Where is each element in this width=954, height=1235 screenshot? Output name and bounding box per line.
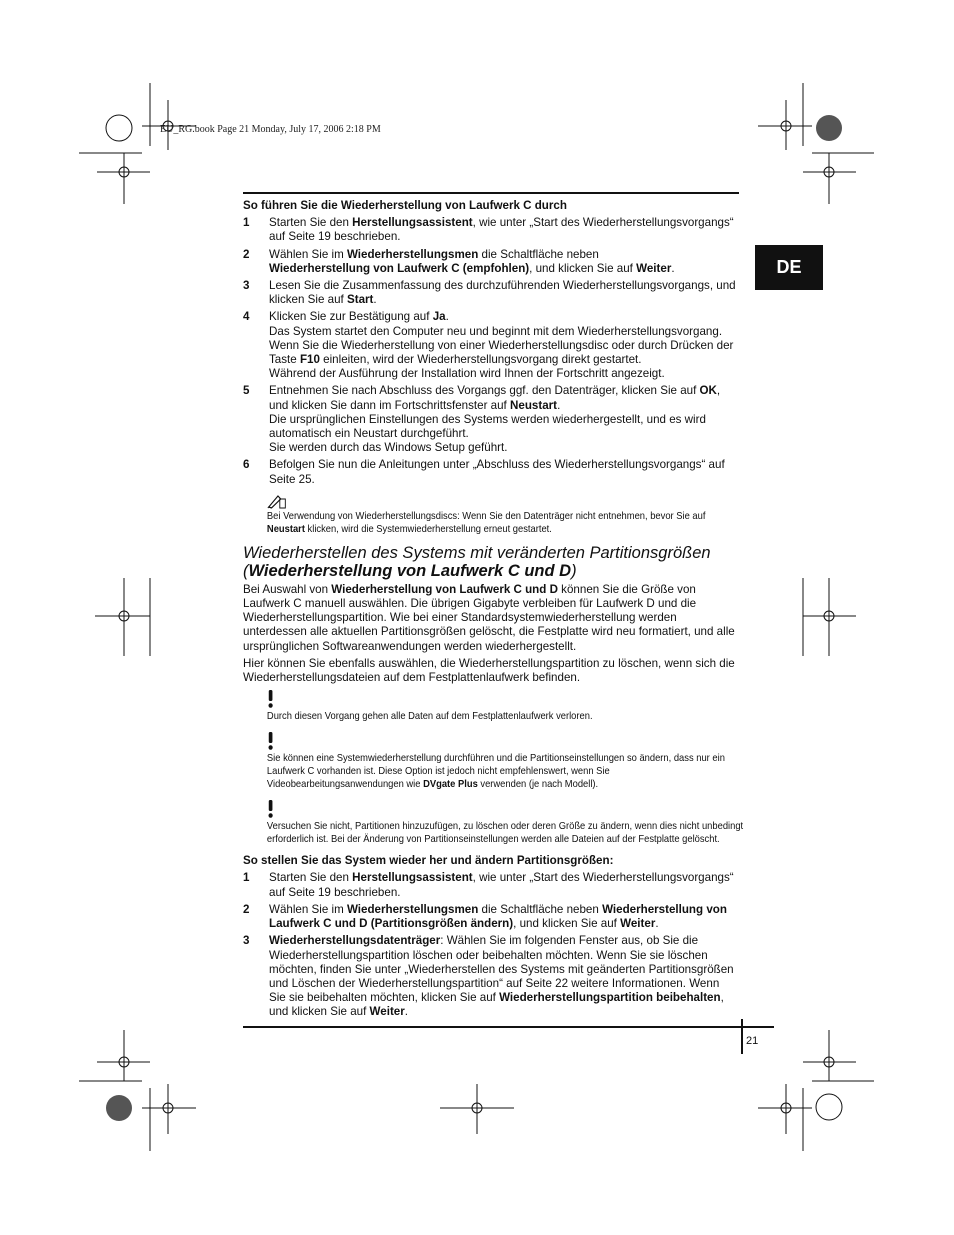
step-number: 5 <box>243 384 250 398</box>
bottom-rule <box>243 1026 774 1028</box>
section-title <box>243 544 739 581</box>
step-text: , und klicken Sie auf <box>269 991 724 1019</box>
step-text: einleiten, wird der Wiederherstellungsvorgang direkt gestartet. <box>319 353 642 367</box>
list-item <box>243 458 739 486</box>
paragraph-text: Bei Auswahl von <box>243 582 332 596</box>
step-text: Klicken Sie zur Bestätigung auf <box>269 310 433 324</box>
section-title-line: Wiederherstellen des Systems mit veränderten Partitionsgrößen <box>243 543 711 562</box>
warning-text: Sie können eine Systemwiederherstellung durchführen und die Partitionseinstellungen so ändern, dass nur ein Laufwerk C vorhanden ist. Diese Option ist jedoch nicht empfehlenswert, wenn Sie Videobearbeitungsanwendungen wie <box>266 753 725 791</box>
step-bold: Wiederherstellungsmen <box>346 902 479 916</box>
step-number: 2 <box>243 247 250 261</box>
print-header: EU_RG.book Page 21 Monday, July 17, 2006 2:18 PM <box>160 124 381 135</box>
paragraph <box>243 583 739 654</box>
step-text: Befolgen Sie nun die Anleitungen unter „Abschluss des Wiederherstellungsvorgangs“ auf Seite 25. <box>269 458 725 486</box>
step-text: , und klicken Sie auf <box>513 917 621 931</box>
list-item <box>243 248 739 276</box>
note-text: Bei Verwendung von Wiederherstellungsdiscs: Wenn Sie den Datenträger nicht entnehmen, bevor Sie auf <box>266 510 706 522</box>
section-title-bold: Wiederherstellung von Laufwerk C und D <box>248 562 572 581</box>
step-text: , wie unter „Start des Wiederherstellungsvorgangs“ auf Seite 19 beschrieben. <box>269 216 734 244</box>
list-item <box>243 934 739 1019</box>
note-text: klicken, wird die Systemwiederherstellung erneut gestartet. <box>304 523 552 535</box>
step-number: 1 <box>243 216 250 230</box>
warning-text: Versuchen Sie nicht, Partitionen hinzuzufügen, zu löschen oder deren Größe zu ändern, wenn dies nicht unbedingt erforderlich ist. Bei der Änderung von Partitionseinstellungen werden alle Dateien auf der Festplatte gelöscht. <box>266 821 744 846</box>
step-bold: Neustart <box>510 398 558 412</box>
exclamation-icon <box>267 731 274 751</box>
section-heading: So führen Sie die Wiederherstellung von Laufwerk C durch <box>243 199 567 212</box>
color-patch <box>106 1095 132 1121</box>
step-bold: Wiederherstellungsmen <box>346 247 479 261</box>
step-text: die Schaltfläche neben <box>478 247 599 261</box>
page-number: 21 <box>746 1035 759 1047</box>
step-bold: Start <box>346 293 374 307</box>
step-number: 3 <box>243 279 250 293</box>
section-heading: So stellen Sie das System wieder her und ändern Partitionsgrößen: <box>243 854 614 868</box>
steps-list <box>243 216 739 487</box>
step-text: Starten Sie den <box>269 216 353 230</box>
step-number: 6 <box>243 458 250 472</box>
step-bold: Wiederherstellungsdatenträger <box>269 934 441 948</box>
warning-text: Durch diesen Vorgang gehen alle Daten auf dem Festplattenlaufwerk verloren. <box>266 711 593 723</box>
warning-text: verwenden (je nach Modell). <box>477 779 599 791</box>
list-item <box>243 279 739 307</box>
step-text: Während der Ausführung der Installation wird Ihnen der Fortschritt angezeigt. <box>269 367 665 381</box>
step-bold: Wiederherstellung von Laufwerk C und D (Partitionsgrößen ändern) <box>269 902 727 931</box>
step-text: . <box>655 917 659 931</box>
step-text: . <box>557 398 561 412</box>
step-text: Wählen Sie im <box>269 247 347 261</box>
step-text: Das System startet den Computer neu und beginnt mit dem Wiederherstellungsvorgang. <box>269 324 723 338</box>
language-tab-label: DE <box>776 257 802 277</box>
step-text: Sie werden durch das Windows Setup geführt. <box>269 441 508 455</box>
color-patch <box>816 115 842 141</box>
step-text: , und klicken Sie auf <box>529 261 637 275</box>
step-text: Wählen Sie im <box>269 902 347 916</box>
step-text: Starten Sie den <box>269 871 353 885</box>
page-number-divider <box>741 1019 743 1054</box>
step-bold: Wiederherstellungspartition beibehalten <box>499 991 721 1005</box>
main-content <box>243 199 744 1023</box>
step-text: . <box>445 310 449 324</box>
warning-bold: DVgate Plus <box>423 779 478 791</box>
step-text: : Wählen Sie im folgenden Fenster aus, ob Sie die Wiederherstellungspartition löschen oder beibehalten möchten. Wenn Sie sie löschen möchten, finden Sie unter „Wiederherstellen des Systems mit geänderten Partitionsgrößen und Löschen der Wiederherstellungspartition“ auf Seite 22 weitere Informationen. Wenn Sie sie beibehalten möchten, klicken Sie auf <box>269 934 734 1005</box>
warning-block <box>243 731 745 791</box>
step-bold: Ja <box>432 310 446 324</box>
step-number: 1 <box>243 871 250 885</box>
paragraph-text: können Sie die Größe von Laufwerk C manuell auswählen. Die übrigen Gigabyte verbleiben für Laufwerk D und die Wiederherstellungspartition. Wie bei einer Standardsystemwiederherstellung werden unterdessen alle aktuellen Partitionsgrößen gelöscht, die Festplatte wird neu formatiert, und alle ursprünglichen Softwareanwendungen werden wiederhergestellt. <box>243 582 735 653</box>
exclamation-icon <box>267 799 274 819</box>
section-title-paren: ) <box>571 562 577 581</box>
step-bold: OK <box>699 384 717 398</box>
step-bold: Weiter <box>620 917 656 931</box>
step-bold: Herstellungsassistent <box>352 216 473 230</box>
language-tab <box>755 245 823 290</box>
step-text: die Schaltfläche neben <box>478 902 603 916</box>
warning-block <box>243 799 745 846</box>
paragraph: Hier können Sie ebenfalls auswählen, die Wiederherstellungspartition zu löschen, wenn sich die Wiederherstellungsdateien auf dem Festplattenlaufwerk befinden. <box>243 656 735 685</box>
list-item <box>243 903 739 931</box>
step-bold: F10 <box>299 353 320 367</box>
step-bold: Weiter <box>369 1005 405 1019</box>
step-number: 3 <box>243 934 250 948</box>
paragraph-bold: Wiederherstellung von Laufwerk C und D <box>331 582 558 596</box>
step-bold: Weiter <box>636 261 672 275</box>
step-number: 4 <box>243 310 250 324</box>
list-item <box>243 310 739 381</box>
step-bold: Wiederherstellung von Laufwerk C (empfohlen) <box>269 261 530 275</box>
step-text: Die ursprünglichen Einstellungen des Systems werden wiederhergestellt, und es wird automatisch ein Neustart durchgeführt. <box>269 412 706 441</box>
step-text: , und klicken Sie dann im Fortschrittsfenster auf <box>269 384 721 412</box>
step-text: Wenn Sie die Wiederherstellung von einer Wiederherstellungsdisc oder durch Drücken der Taste <box>269 338 734 367</box>
note-bold: Neustart <box>266 523 305 535</box>
section-title-paren: ( <box>243 562 249 581</box>
note-block <box>243 493 745 536</box>
top-rule <box>243 192 739 194</box>
step-text: Lesen Sie die Zusammenfassung des durchzuführenden Wiederherstellungsvorgangs, und klicken Sie auf <box>269 279 736 307</box>
warning-block <box>243 689 745 723</box>
step-bold: Herstellungsassistent <box>352 871 473 885</box>
steps-list <box>243 871 739 1019</box>
step-number: 2 <box>243 902 250 916</box>
pencil-note-icon <box>267 493 287 509</box>
step-text: . <box>373 293 377 307</box>
step-text: . <box>404 1005 409 1019</box>
exclamation-icon <box>267 689 274 709</box>
step-text: , wie unter „Start des Wiederherstellungsvorgangs“ auf Seite 19 beschrieben. <box>269 871 734 899</box>
list-item <box>243 871 739 899</box>
step-text: . <box>671 261 675 275</box>
step-text: Entnehmen Sie nach Abschluss des Vorgangs ggf. den Datenträger, klicken Sie auf <box>269 384 700 398</box>
list-item <box>243 216 739 244</box>
list-item <box>243 384 739 455</box>
